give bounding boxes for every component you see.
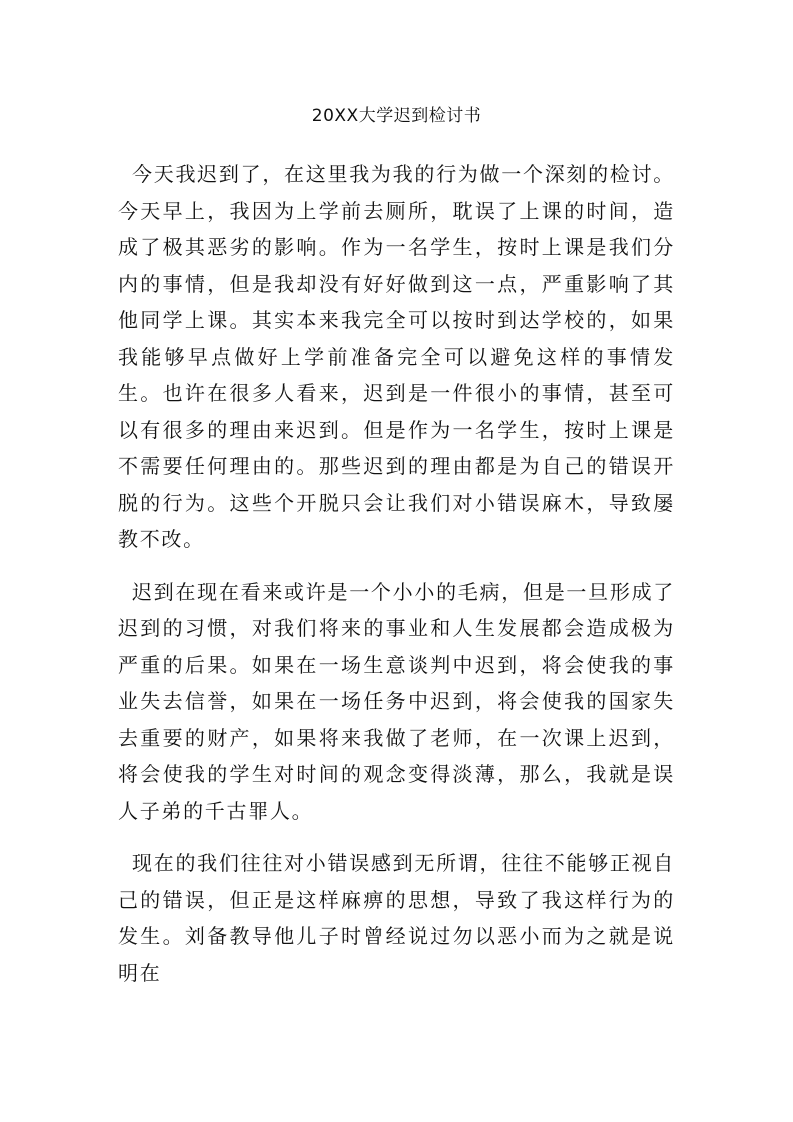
body-paragraph-3: 现在的我们往往对小错误感到无所谓，往往不能够正视自己的错误，但正是这样麻痹的思想，导致了我这样行为的发生。刘备教导他儿子时曾经说过勿以恶小而为之就是说明在 — [118, 851, 675, 985]
body-paragraph-2: 迟到在现在看来或许是一个小小的毛病，但是一旦形成了迟到的习惯，对我们将来的事业和人生发展都会造成极为严重的后果。如果在一场生意谈判中迟到，将会使我的事业失去信誉，如果在一场任务中迟到，将会使我的国家失去重要的财产，如果将来我做了老师，在一次课上迟到，将会使我的学生对时间的观念变得淡薄，那么，我就是误人子弟的千古罪人。 — [118, 579, 675, 823]
document-title: 20XX大学迟到检讨书 — [311, 106, 482, 126]
body-paragraph-1: 今天我迟到了，在这里我为我的行为做一个深刻的检讨。今天早上，我因为上学前去厕所，耽误了上课的时间，造成了极其恶劣的影响。作为一名学生，按时上课是我们分内的事情，但是我却没有好好做到这一点，严重影响了其他同学上课。其实本来我完全可以按时到达学校的，如果我能够早点做好上学前准备完全可以避免这样的事情发生。也许在很多人看来，迟到是一件很小的事情，甚至可以有很多的理由来迟到。但是作为一名学生，按时上课是不需要任何理由的。那些迟到的理由都是为自己的错误开脱的行为。这些个开脱只会让我们对小错误麻木，导致屡教不改。 — [118, 162, 675, 551]
